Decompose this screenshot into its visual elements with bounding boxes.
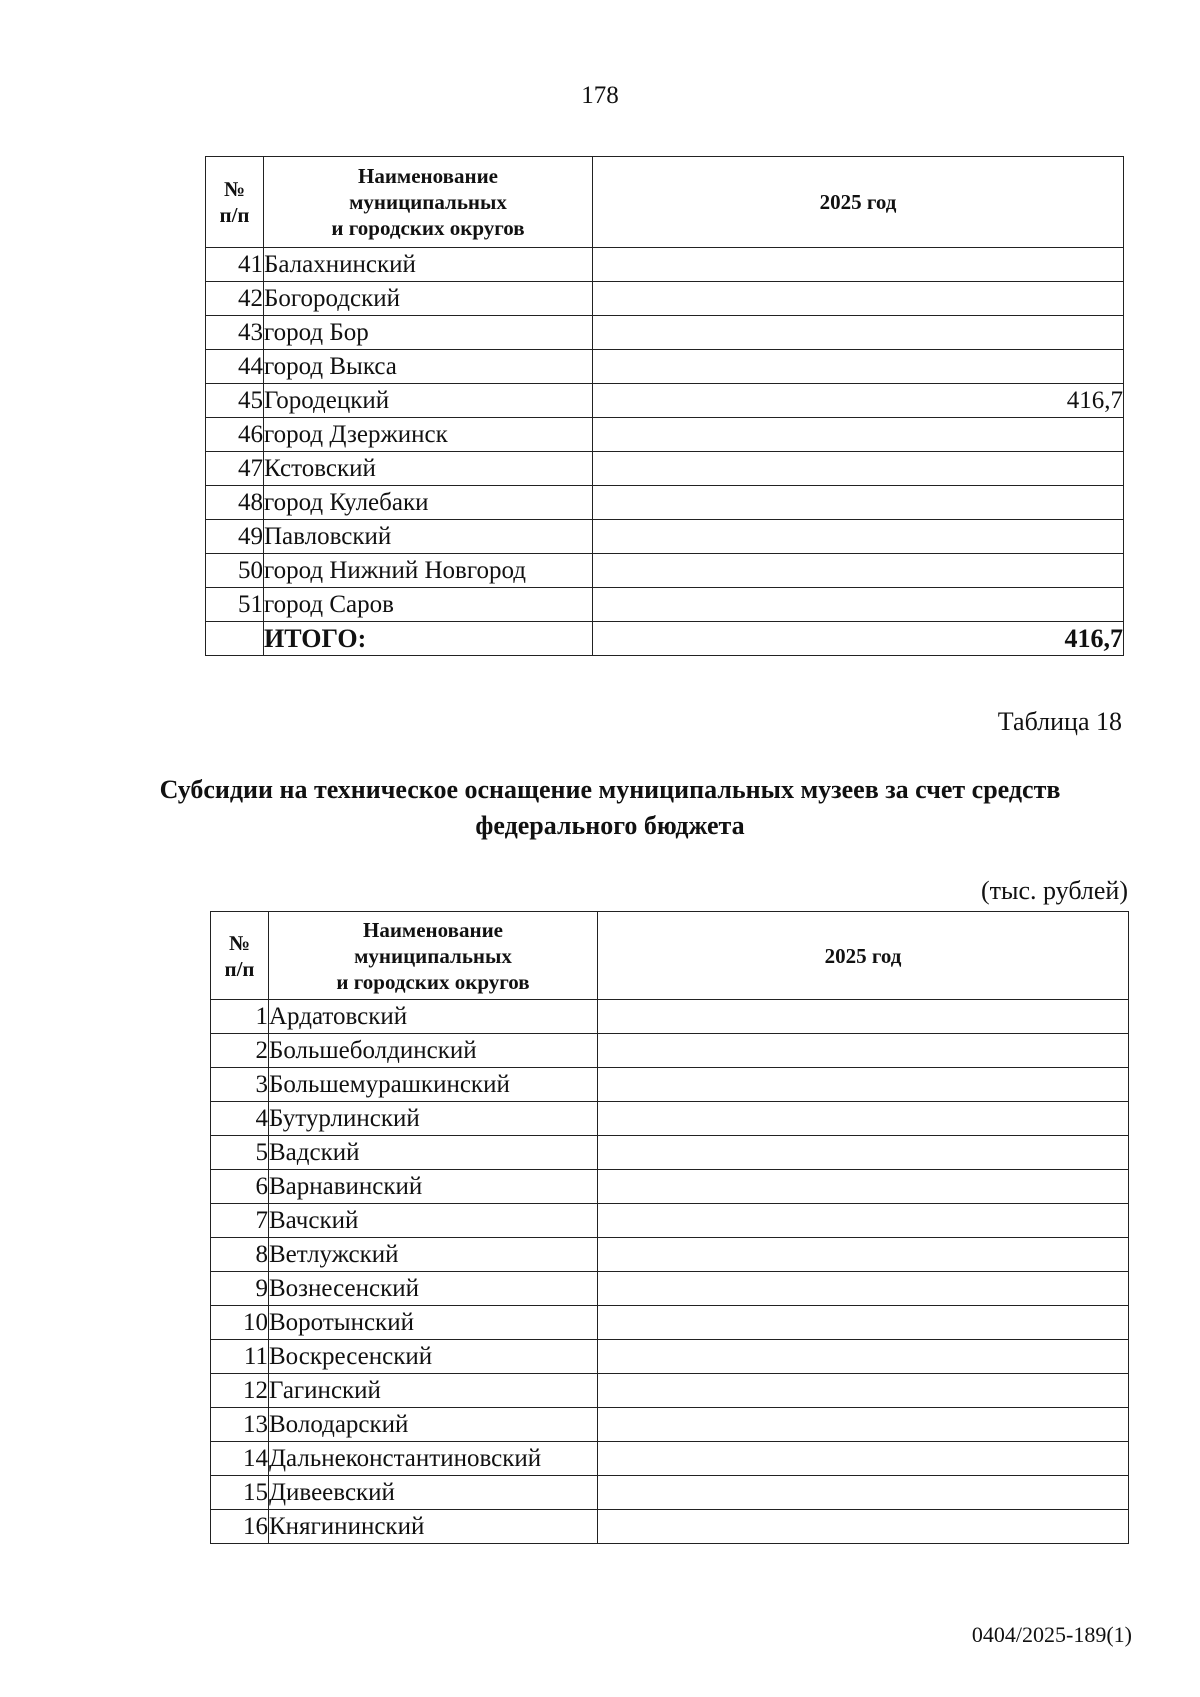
table-row <box>206 418 1124 452</box>
row-name: Вадский <box>269 1136 598 1170</box>
table-row <box>206 282 1124 316</box>
table-body <box>206 248 1124 656</box>
row-value <box>598 1068 1129 1102</box>
table-row <box>211 1374 1129 1408</box>
row-name: город Кулебаки <box>264 486 593 520</box>
header-year <box>598 912 1129 1000</box>
row-name: Дальнеконстантиновский <box>269 1442 598 1476</box>
row-number: 15 <box>211 1476 269 1510</box>
row-number: 10 <box>211 1306 269 1340</box>
row-number: 43 <box>206 316 264 350</box>
table-row <box>206 520 1124 554</box>
row-name: Варнавинский <box>269 1170 598 1204</box>
section-title: Субсидии на техническое оснащение муниципальных музеев за счет средств федерального бюджета <box>159 775 1061 840</box>
header-num-label: № п/п <box>224 930 255 981</box>
row-name: Дивеевский <box>269 1476 598 1510</box>
row-name: Павловский <box>264 520 593 554</box>
header-name <box>264 157 593 248</box>
table-row <box>206 350 1124 384</box>
row-name: город Бор <box>264 316 593 350</box>
row-value <box>598 1204 1129 1238</box>
row-value <box>593 452 1124 486</box>
row-value <box>598 1408 1129 1442</box>
row-number: 14 <box>211 1442 269 1476</box>
row-number: 46 <box>206 418 264 452</box>
row-value: 416,7 <box>593 384 1124 418</box>
row-name: Большемурашкинский <box>269 1068 598 1102</box>
table-caption: Таблица 18 <box>997 707 1122 736</box>
document-code: 0404/2025-189(1) <box>971 1622 1132 1647</box>
table-row <box>211 1170 1129 1204</box>
table-row <box>206 384 1124 418</box>
row-value <box>598 1136 1129 1170</box>
row-name: Богородский <box>264 282 593 316</box>
row-number: 6 <box>211 1170 269 1204</box>
row-value <box>593 418 1124 452</box>
header-num <box>211 912 269 1000</box>
row-number: 48 <box>206 486 264 520</box>
row-name: Княгининский <box>269 1510 598 1544</box>
row-name: Балахнинский <box>264 248 593 282</box>
table-row <box>211 1272 1129 1306</box>
table-row <box>211 1238 1129 1272</box>
row-name: Кстовский <box>264 452 593 486</box>
row-name: Воскресенский <box>269 1340 598 1374</box>
row-number: 47 <box>206 452 264 486</box>
row-value <box>598 1510 1129 1544</box>
row-name: город Выкса <box>264 350 593 384</box>
row-value <box>598 1102 1129 1136</box>
table-row <box>206 248 1124 282</box>
row-name: Володарский <box>269 1408 598 1442</box>
row-number: 12 <box>211 1374 269 1408</box>
row-value <box>598 1340 1129 1374</box>
table-row <box>211 1510 1129 1544</box>
table-row <box>211 1340 1129 1374</box>
table-row <box>211 1476 1129 1510</box>
table-body <box>211 1000 1129 1544</box>
row-value <box>598 1442 1129 1476</box>
row-number: 16 <box>211 1510 269 1544</box>
total-number <box>206 622 264 656</box>
row-name: город Саров <box>264 588 593 622</box>
row-name: Городецкий <box>264 384 593 418</box>
row-value <box>598 1306 1129 1340</box>
row-number: 42 <box>206 282 264 316</box>
row-value <box>593 554 1124 588</box>
row-number: 2 <box>211 1034 269 1068</box>
row-value <box>598 1000 1129 1034</box>
header-name-label: Наименование муниципальных и городских округов <box>331 164 525 240</box>
row-number: 3 <box>211 1068 269 1102</box>
row-value <box>593 282 1124 316</box>
total-value: 416,7 <box>593 622 1124 656</box>
table-row <box>211 1442 1129 1476</box>
row-name: город Нижний Новгород <box>264 554 593 588</box>
row-value <box>593 350 1124 384</box>
row-name: Воротынский <box>269 1306 598 1340</box>
row-value <box>598 1476 1129 1510</box>
table-row <box>211 1102 1129 1136</box>
header-year <box>593 157 1124 248</box>
table-row <box>206 588 1124 622</box>
row-value <box>598 1272 1129 1306</box>
row-name: город Дзержинск <box>264 418 593 452</box>
table-header-row <box>206 157 1124 248</box>
row-name: Вачский <box>269 1204 598 1238</box>
row-number: 11 <box>211 1340 269 1374</box>
table-row <box>206 452 1124 486</box>
row-number: 13 <box>211 1408 269 1442</box>
row-number: 41 <box>206 248 264 282</box>
table-municipal-previous <box>205 156 1124 656</box>
row-name: Ветлужский <box>269 1238 598 1272</box>
unit-label: (тыс. рублей) <box>980 876 1128 905</box>
table-row <box>211 1136 1129 1170</box>
row-name: Вознесенский <box>269 1272 598 1306</box>
header-year-label: 2025 год <box>819 190 897 214</box>
table-row <box>206 316 1124 350</box>
table-museum-subsidies <box>210 911 1129 1544</box>
header-num <box>206 157 264 248</box>
row-number: 5 <box>211 1136 269 1170</box>
row-value <box>593 316 1124 350</box>
row-value <box>598 1170 1129 1204</box>
table-row <box>211 1306 1129 1340</box>
table-header-row <box>211 912 1129 1000</box>
row-value <box>593 520 1124 554</box>
header-name-label: Наименование муниципальных и городских округов <box>336 917 530 994</box>
table-row <box>211 1204 1129 1238</box>
row-name: Большеболдинский <box>269 1034 598 1068</box>
header-year-label: 2025 год <box>824 943 902 968</box>
table-row <box>211 1408 1129 1442</box>
row-value <box>598 1238 1129 1272</box>
row-number: 49 <box>206 520 264 554</box>
row-name: Ардатовский <box>269 1000 598 1034</box>
row-number: 44 <box>206 350 264 384</box>
table-row <box>206 486 1124 520</box>
row-name: Гагинский <box>269 1374 598 1408</box>
header-num-label: № п/п <box>219 177 250 227</box>
table-row <box>211 1068 1129 1102</box>
row-number: 45 <box>206 384 264 418</box>
row-value <box>593 248 1124 282</box>
table-row <box>211 1034 1129 1068</box>
row-value <box>593 486 1124 520</box>
row-number: 7 <box>211 1204 269 1238</box>
row-number: 50 <box>206 554 264 588</box>
row-value <box>593 588 1124 622</box>
total-row <box>206 622 1124 656</box>
row-number: 1 <box>211 1000 269 1034</box>
header-name <box>269 912 598 1000</box>
total-label: ИТОГО: <box>264 622 593 656</box>
table-row <box>211 1000 1129 1034</box>
row-number: 9 <box>211 1272 269 1306</box>
row-number: 51 <box>206 588 264 622</box>
row-number: 4 <box>211 1102 269 1136</box>
row-number: 8 <box>211 1238 269 1272</box>
table-row <box>206 554 1124 588</box>
row-value <box>598 1034 1129 1068</box>
row-value <box>598 1374 1129 1408</box>
row-name: Бутурлинский <box>269 1102 598 1136</box>
page-number: 178 <box>581 82 619 109</box>
